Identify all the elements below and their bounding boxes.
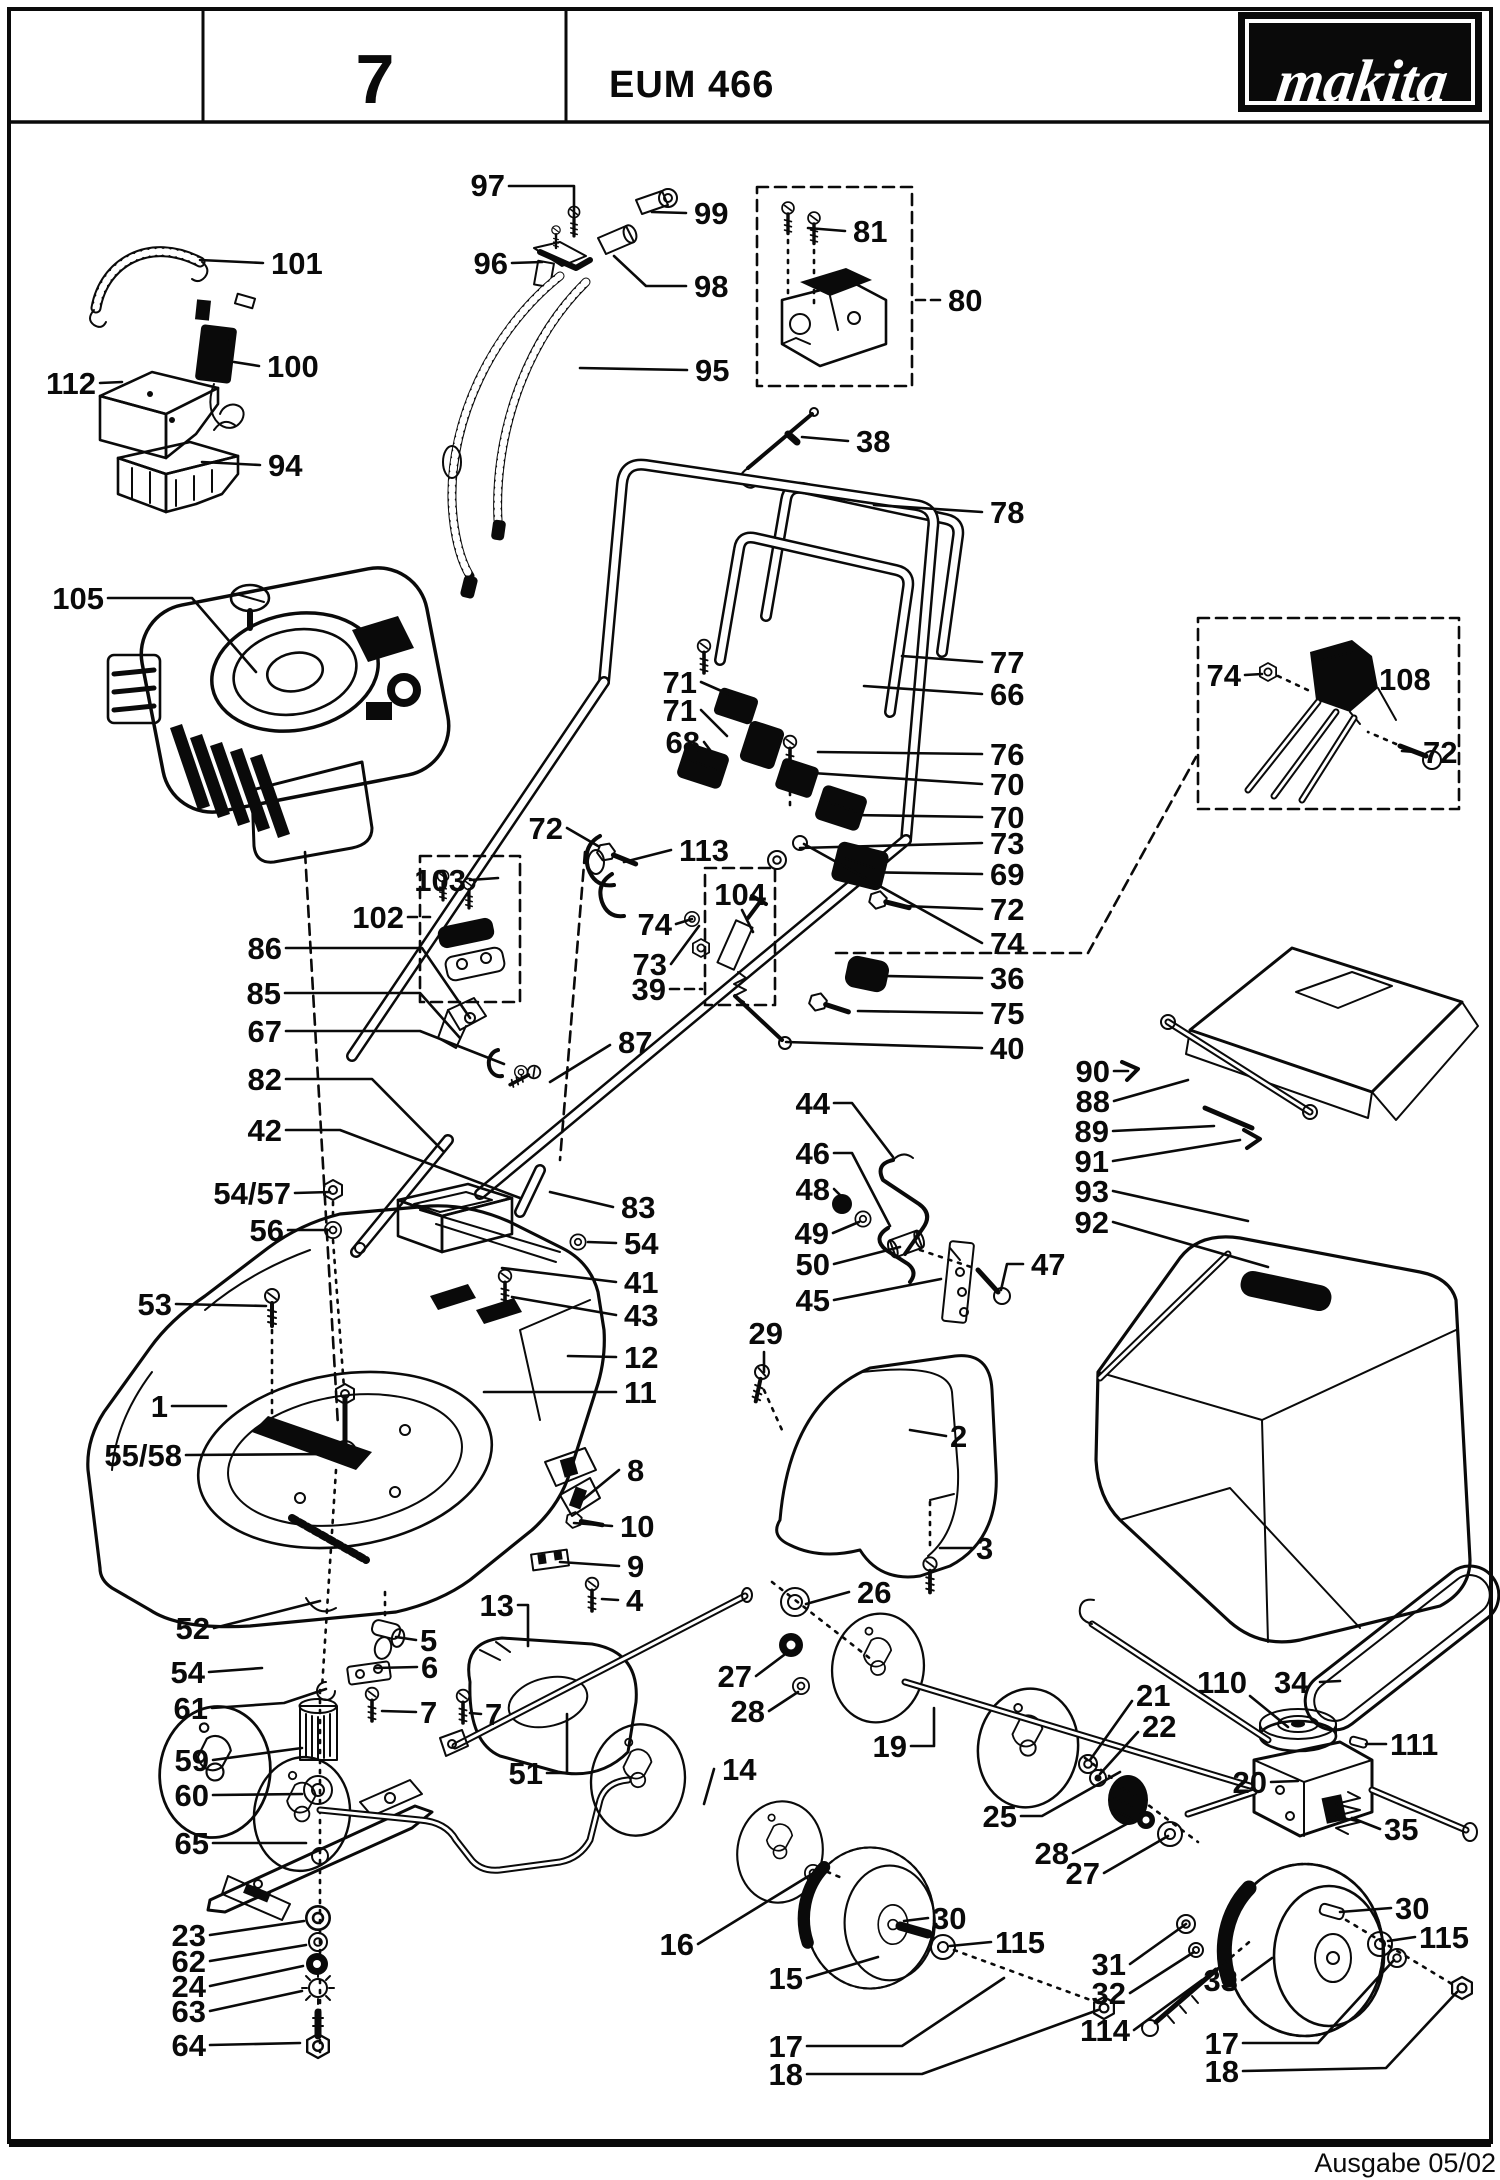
part-number-callout: 4 [626,1583,644,1618]
callout-leader [804,844,982,943]
part-number-callout: 39 [631,972,666,1007]
tube-brackets [355,998,586,1253]
part-number-callout: 49 [794,1216,829,1251]
callout-leader [1245,674,1262,675]
part-number-callout: 27 [717,1659,752,1694]
callout-leader [567,828,598,846]
part-number-callout: 101 [271,246,323,281]
callout-leader [818,752,982,754]
callout-leader [1342,678,1371,679]
part-number-callout: 33 [1203,1963,1238,1998]
part-number-callout: 46 [795,1136,830,1171]
callout-leader [807,2010,1098,2074]
part-number-callout: 27 [1065,1856,1100,1891]
part-number-callout: 45 [795,1283,830,1318]
part-number-callout: 78 [990,495,1025,530]
callout-leader [286,1031,504,1064]
callout-leader [1073,1820,1134,1853]
callout-leader [200,260,263,263]
part-number-callout: 6 [421,1650,439,1685]
part-number-callout: 20 [1232,1765,1267,1800]
part-number-callout: 65 [174,1826,209,1861]
part-number-callout: 23 [171,1918,206,1953]
part-number-callout: 44 [795,1086,830,1121]
part-number-callout: 81 [853,214,888,249]
part-number-callout: 76 [990,737,1025,772]
callout-leader [213,1748,302,1760]
part-number-callout: 35 [1384,1812,1419,1847]
callout-leader [1388,1937,1415,1941]
callout-leader [550,1192,613,1207]
part-number-callout: 71 [662,665,697,700]
callout-leader [580,368,687,370]
part-number-callout: 52 [175,1611,210,1646]
callout-leader [202,462,260,465]
callout-leader [624,850,671,862]
callout-leader [210,2043,300,2045]
part-number-callout: 99 [694,196,729,231]
part-number-callout: 42 [247,1113,282,1148]
part-number-callout: 56 [249,1213,284,1248]
callout-leader [1001,1264,1023,1290]
part-number-callout: 60 [174,1778,209,1813]
switch-box-94 [118,422,238,512]
handle-loop-66 [352,465,933,1194]
part-number-callout: 62 [171,1944,206,1979]
callout-leader [884,976,982,978]
callout-leader [850,815,982,817]
callout-leader [950,1942,991,1946]
part-number-callout: 92 [1074,1205,1109,1240]
flap-parts [531,1478,604,1611]
clamp-113 [587,836,625,916]
part-number-callout: 114 [1079,2013,1130,2048]
part-number-callout: 61 [173,1691,208,1726]
callout-leader [588,1242,616,1243]
part-number-callout: 54 [170,1655,205,1690]
callout-leader [1243,1992,1457,2071]
part-number-callout: 80 [948,283,983,318]
callout-leader [1113,1140,1240,1161]
callout-leader [1271,1781,1298,1782]
part-number-callout: 7 [420,1695,438,1730]
callout-leader [210,1921,304,1935]
part-number-callout: 68 [665,725,700,760]
part-number-callout: 43 [624,1298,659,1333]
makita-logo [1238,12,1482,115]
sheet-number: 7 [355,40,395,118]
part-number-callout: 89 [1074,1114,1109,1149]
part-number-callout: 59 [174,1743,209,1778]
callout-leader [210,1945,306,1961]
part-number-callout: 110 [1197,1665,1248,1700]
callout-leader [396,1637,416,1640]
callout-leader [209,1668,262,1672]
part-number-callout: 90 [1075,1054,1110,1089]
callout-leader [910,1430,946,1436]
makita-wordmark: makita [1272,48,1453,115]
part-number-callout: 26 [857,1575,892,1610]
part-number-callout: 115 [995,1925,1046,1960]
part-number-callout: 91 [1074,1144,1109,1179]
part-number-callout: 93 [1074,1174,1109,1209]
callout-leader [1134,1980,1202,2030]
callout-leader [1113,1191,1248,1221]
part-number-callout: 97 [470,168,505,203]
grass-catcher-bag [1096,1237,1470,1642]
part-number-callout: 102 [352,900,404,935]
part-number-callout: 70 [990,767,1025,802]
part-number-callout: 72 [528,811,563,846]
callout-leader [1130,1924,1186,1964]
part-number-callout: 94 [268,448,303,483]
callout-leader [512,262,542,263]
callout-leader [756,1652,788,1676]
callout-leader [100,382,122,383]
callout-leader [1340,1908,1391,1912]
part-number-callout: 50 [795,1247,830,1282]
callout-leader [834,1103,893,1157]
part-number-callout: 74 [637,907,672,942]
part-number-callout: 69 [990,857,1025,892]
part-number-callout: 113 [679,833,730,868]
part-number-callout: 75 [990,996,1025,1031]
part-number-callout: 25 [982,1799,1017,1834]
callout-leader [286,1079,444,1152]
part-number-callout: 9 [627,1549,645,1584]
callout-leader [1402,751,1415,752]
callout-leader [376,1667,417,1668]
part-number-callout: 15 [768,1961,803,1996]
part-number-callout: 100 [267,349,319,384]
callout-leader [213,1794,302,1795]
part-number-callout: 86 [247,931,282,966]
part-number-callout: 18 [1204,2054,1239,2089]
part-number-callout: 64 [171,2028,206,2063]
callout-leader [470,1713,481,1714]
throttle-cable [443,276,586,599]
part-number-callout: 32 [1091,1976,1126,2011]
callout-leader [911,1708,934,1746]
part-number-callout: 5 [420,1623,438,1658]
callout-leader [1113,1222,1268,1267]
callout-leader [671,926,699,964]
part-number-callout: 30 [932,1901,967,1936]
callout-leader [1104,1836,1168,1873]
callout-leader [807,1978,1004,2046]
part-number-callout: 108 [1379,662,1431,697]
part-number-callout: 8 [627,1453,645,1488]
callout-leader [698,1874,812,1944]
callout-leader [614,256,686,286]
callout-leader [806,1592,849,1604]
part-number-callout: 103 [414,863,466,898]
callout-leader [834,1279,941,1300]
part-number-callout: 88 [1075,1084,1110,1119]
model-title: EUM 466 [609,64,775,106]
part-number-callout: 54 [624,1226,659,1261]
part-number-callout: 95 [695,353,730,388]
part-number-callout: 85 [246,976,281,1011]
callout-leader [550,1045,610,1082]
part-number-callout: 18 [768,2057,803,2092]
part-number-callout: 24 [171,1969,206,2004]
discharge-chute [777,1356,997,1593]
knob-box-108 [1198,618,1459,809]
part-number-callout: 47 [1031,1247,1066,1282]
part-number-callout: 74 [990,926,1025,961]
part-number-callout: 30 [1395,1891,1430,1926]
callout-leader [234,362,259,366]
part-number-callout: 36 [990,961,1025,996]
part-number-callout: 14 [722,1752,757,1787]
part-number-callout: 28 [730,1694,765,1729]
callout-leader [1113,1126,1214,1131]
grass-catcher-lid [1122,948,1478,1148]
callout-leader [210,1966,303,1986]
ignition-coil [195,294,255,428]
callout-leader [186,1454,332,1455]
part-number-callout: 3 [976,1531,994,1566]
part-number-callout: 17 [768,2029,803,2064]
part-number-callout: 7 [485,1697,503,1732]
part-number-callout: 1 [150,1389,168,1424]
throttle-lever-assembly [534,189,677,287]
part-number-callout: 73 [990,826,1025,861]
part-number-callout: 77 [990,645,1025,680]
brake-lever-parts [832,1154,1010,1323]
part-number-callout: 73 [632,947,667,982]
callout-leader [652,212,686,213]
callout-layer [46,168,1469,2092]
callout-leader [1250,1696,1288,1727]
part-number-callout: 74 [1206,658,1241,693]
callout-leader [769,1692,798,1711]
part-number-callout: 87 [618,1025,653,1060]
part-number-callout: 28 [1034,1836,1069,1871]
callout-leader [108,598,256,672]
part-number-callout: 48 [795,1172,830,1207]
callout-leader [295,1192,330,1193]
part-number-callout: 55/58 [104,1438,182,1473]
callout-leader [382,1711,416,1712]
part-number-callout: 19 [872,1729,907,1764]
part-number-callout: 83 [621,1190,656,1225]
part-number-callout: 71 [662,693,697,728]
part-number-callout: 98 [694,269,729,304]
edition-note: Ausgabe 05/02 [1314,2148,1496,2178]
part-number-callout: 111 [1390,1727,1439,1762]
part-number-callout: 22 [1142,1709,1177,1744]
callout-leader [786,1042,982,1048]
part-number-callout: 17 [1204,2026,1239,2061]
callout-leader [834,1247,900,1264]
part-number-callout: 51 [508,1756,543,1791]
callout-leader [568,1356,616,1357]
height-adjuster-parts [347,1592,469,1723]
part-number-callout: 38 [856,424,891,459]
part-number-callout: 54/57 [213,1176,291,1211]
part-number-callout: 12 [624,1340,659,1375]
callout-leader [502,1268,616,1282]
part-number-callout: 82 [247,1062,282,1097]
callout-leader [1114,1080,1188,1101]
part-number-callout: 72 [1423,735,1458,770]
part-number-callout: 21 [1136,1678,1171,1713]
callout-leader [210,1991,302,2011]
part-number-callout: 115 [1419,1920,1470,1955]
callout-leader [1320,1681,1340,1682]
part-number-callout: 67 [247,1014,282,1049]
callout-leader [858,1011,982,1013]
part-number-callout: 31 [1091,1947,1126,1982]
callout-leader [1242,1958,1272,1980]
callout-leader [833,1222,859,1233]
callout-leader [704,1769,714,1804]
part-number-callout: 63 [171,1994,206,2029]
part-number-callout: 2 [950,1419,968,1454]
part-number-callout: 16 [659,1927,694,1962]
part-number-callout: 41 [624,1265,659,1300]
part-number-callout: 40 [990,1031,1025,1066]
part-number-callout: 34 [1274,1665,1309,1700]
part-number-callout: 104 [714,877,766,912]
callout-leader [802,437,848,441]
part-number-callout: 105 [52,581,104,616]
part-number-callout: 66 [990,677,1025,712]
engine [108,559,457,862]
part-number-callout: 96 [473,246,508,281]
holder-box-80 [757,187,912,386]
part-number-callout: 70 [990,800,1025,835]
part-number-callout: 13 [479,1588,514,1623]
part-number-callout: 112 [45,366,96,401]
spark-plug-cable [90,252,207,327]
callout-leader [509,186,574,216]
blade-stack [208,1470,432,2058]
part-number-callout: 10 [620,1509,655,1544]
part-number-callout: 53 [137,1287,172,1322]
callout-leader [797,772,982,784]
part-number-callout: 29 [748,1316,783,1351]
part-number-callout: 11 [624,1375,657,1410]
part-number-callout: 72 [990,892,1025,927]
callout-leader [602,1599,618,1600]
